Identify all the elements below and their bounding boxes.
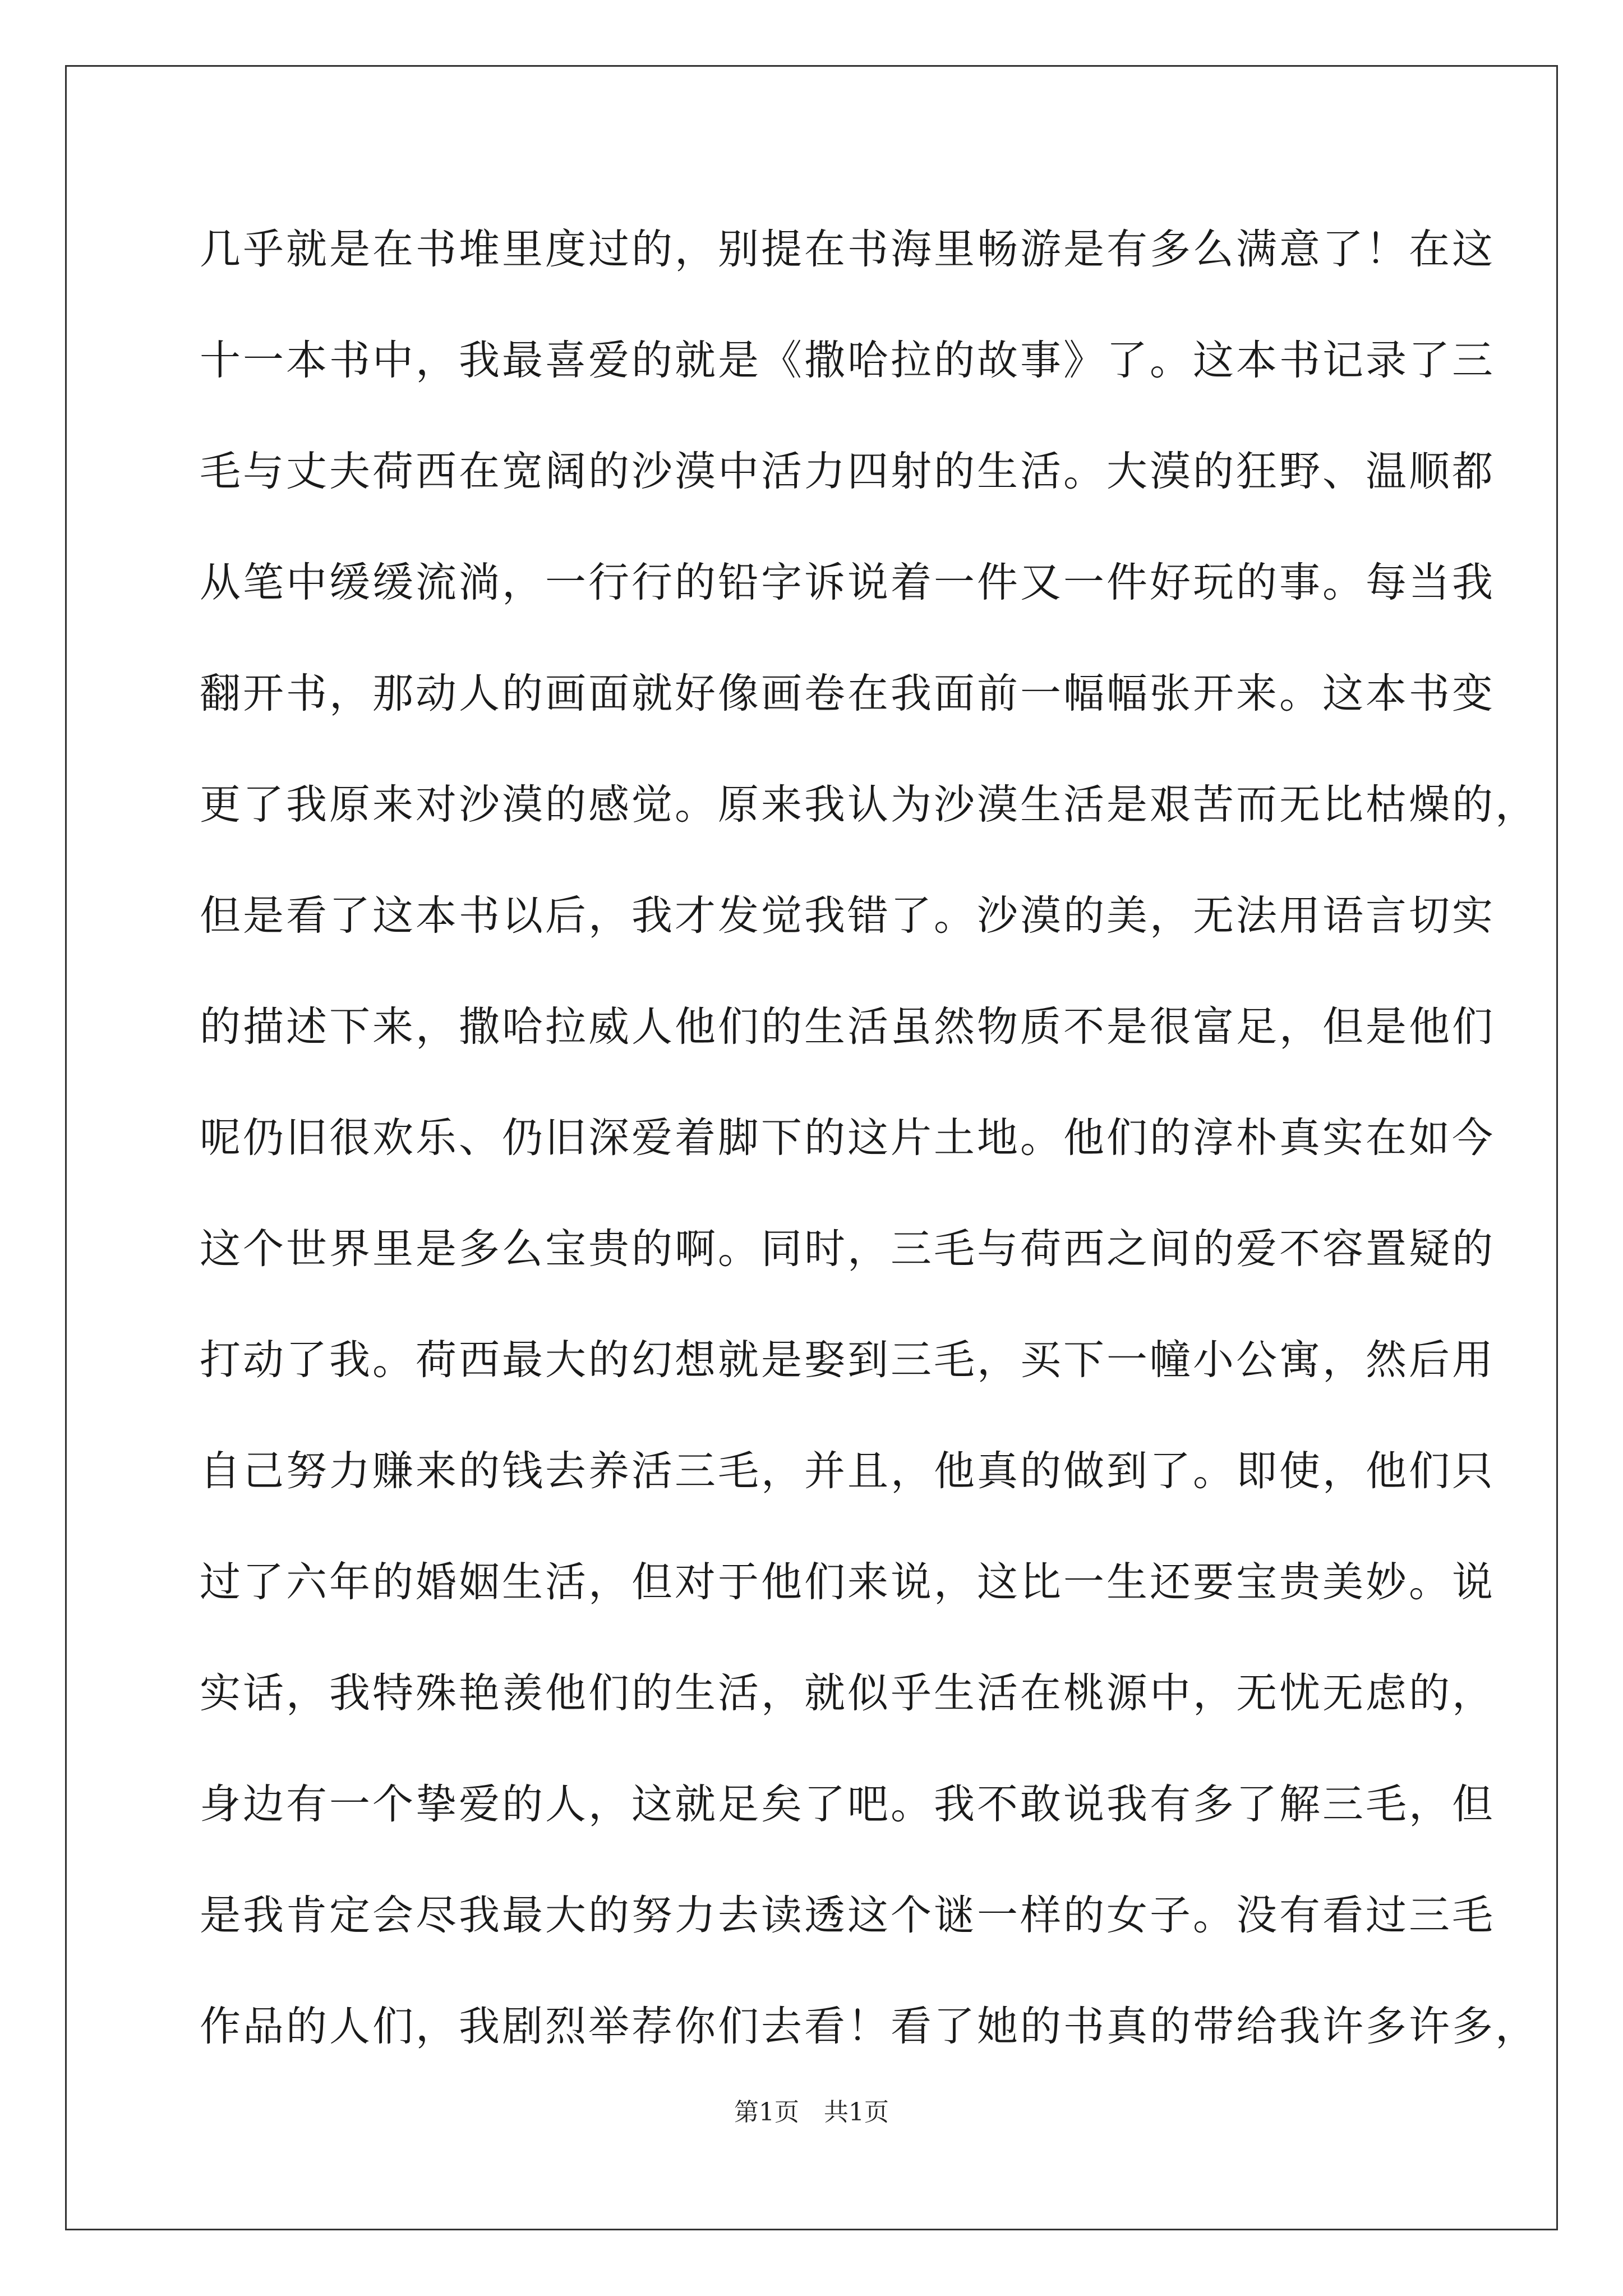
text-line: 翻开书，那动人的画面就好像画卷在我面前一幅幅张开来。这本书变	[200, 670, 1495, 717]
text-line: 身边有一个挚爱的人，这就足矣了吧。我不敢说我有多了解三毛，但	[200, 1780, 1495, 1828]
text-line: 是我肯定会尽我最大的努力去读透这个谜一样的女子。没有看过三毛	[200, 1892, 1495, 1939]
text-line: 十一本书中，我最喜爱的就是《撒哈拉的故事》了。这本书记录了三	[200, 337, 1495, 384]
text-line: 作品的人们，我剧烈举荐你们去看！看了她的书真的带给我许多许多，	[200, 2003, 1538, 2050]
text-line: 呢仍旧很欢乐、仍旧深爱着脚下的这片土地。他们的淳朴真实在如今	[200, 1114, 1495, 1162]
text-line: 的描述下来，撒哈拉威人他们的生活虽然物质不是很富足，但是他们	[200, 1003, 1495, 1051]
text-line: 从笔中缓缓流淌，一行行的铅字诉说着一件又一件好玩的事。每当我	[200, 559, 1495, 606]
text-line: 这个世界里是多么宝贵的啊。同时，三毛与荷西之间的爱不容置疑的	[200, 1225, 1495, 1273]
text-line: 过了六年的婚姻生活，但对于他们来说，这比一生还要宝贵美妙。说	[200, 1558, 1495, 1606]
text-line: 打动了我。荷西最大的幻想就是娶到三毛，买下一幢小公寓，然后用	[200, 1336, 1495, 1384]
text-line: 实话，我特殊艳羡他们的生活，就似乎生活在桃源中，无忧无虑的，	[200, 1669, 1495, 1717]
text-line: 毛与丈夫荷西在宽阔的沙漠中活力四射的生活。大漠的狂野、温顺都	[200, 448, 1495, 495]
text-line: 几乎就是在书堆里度过的，别提在书海里畅游是有多么满意了！在这	[200, 226, 1495, 273]
body-text	[200, 218, 1538, 2106]
page-number-footer: 第1页 共1页	[734, 2098, 889, 2127]
text-line: 但是看了这本书以后，我才发觉我错了。沙漠的美，无法用语言切实	[200, 892, 1495, 940]
text-line: 自己努力赚来的钱去养活三毛，并且，他真的做到了。即使，他们只	[200, 1447, 1495, 1495]
text-line: 更了我原来对沙漠的感觉。原来我认为沙漠生活是艰苦而无比枯燥的，	[200, 781, 1538, 829]
